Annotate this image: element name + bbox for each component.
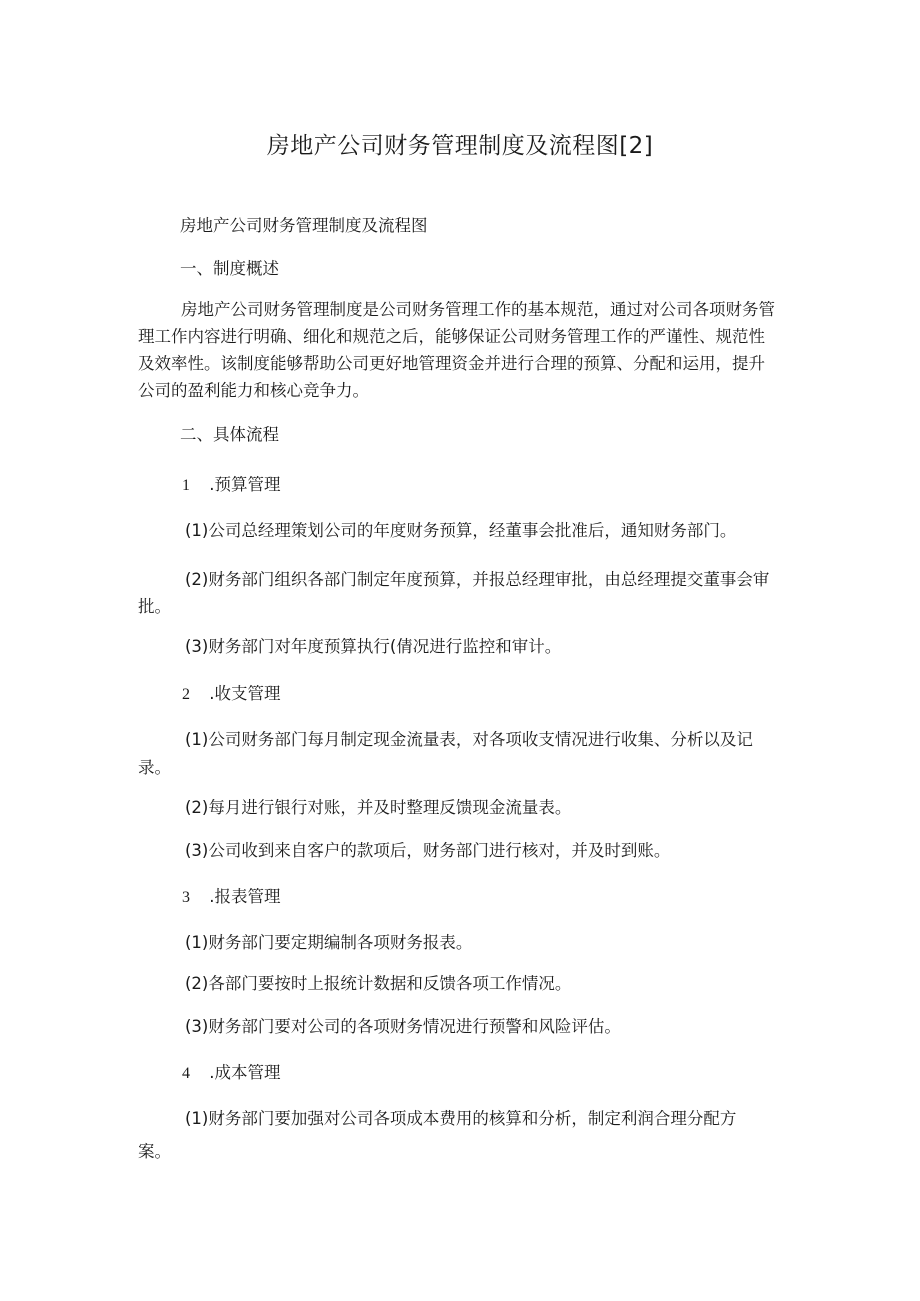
overview-heading: 一、制度概述 bbox=[180, 259, 279, 278]
document-subtitle: 房地产公司财务管理制度及流程图 bbox=[180, 216, 428, 235]
costs-title: .成本管理 bbox=[209, 1063, 281, 1082]
overview-line: 及效率性。该制度能够帮助公司更好地管理资金并进行合理的预算、分配和运用，提升 bbox=[138, 354, 765, 373]
payments-item-1-cont: 录。 bbox=[138, 758, 171, 777]
payments-title: .收支管理 bbox=[209, 684, 281, 703]
budget-number: 1 bbox=[182, 477, 190, 494]
budget-heading bbox=[182, 471, 281, 499]
budget-item-1: (1)公司总经理策划公司的年度财务预算，经董事会批准后，通知财务部门。 bbox=[185, 521, 737, 540]
process-heading: 二、具体流程 bbox=[180, 425, 279, 444]
reports-number: 3 bbox=[182, 889, 190, 906]
budget-title: .预算管理 bbox=[209, 475, 281, 494]
costs-number: 4 bbox=[182, 1065, 190, 1082]
budget-item-3: (3)财务部门对年度预算执行(倩况进行监控和审计。 bbox=[185, 637, 562, 656]
overview-line: 公司的盈利能力和核心竞争力。 bbox=[138, 381, 369, 400]
costs-item-1-cont: 案。 bbox=[138, 1142, 171, 1161]
payments-number: 2 bbox=[182, 686, 190, 703]
reports-item-1: (1)财务部门要定期编制各项财务报表。 bbox=[185, 933, 473, 952]
costs-item-1: (1)财务部门要加强对公司各项成本费用的核算和分析，制定利润合理分配方 bbox=[185, 1109, 737, 1128]
reports-title: .报表管理 bbox=[209, 887, 281, 906]
reports-item-3: (3)财务部门要对公司的各项财务情况进行预警和风险评估。 bbox=[185, 1017, 621, 1036]
costs-heading bbox=[182, 1059, 281, 1087]
payments-item-1: (1)公司财务部门每月制定现金流量表，对各项收支情况进行收集、分析以及记 bbox=[185, 730, 753, 749]
overview-line: 房地产公司财务管理制度是公司财务管理工作的基本规范，通过对公司各项财务管 bbox=[181, 300, 775, 319]
payments-item-3: (3)公司收到来自客户的款项后，财务部门进行核对，并及时到账。 bbox=[185, 841, 671, 860]
budget-item-2: (2)财务部门组织各部门制定年度预算，并报总经理审批，由总经理提交董事会审 bbox=[185, 570, 770, 589]
payments-heading bbox=[182, 680, 281, 708]
overview-paragraph bbox=[138, 296, 775, 404]
payments-item-2: (2)每月进行银行对账，并及时整理反馈现金流量表。 bbox=[185, 798, 572, 817]
reports-item-2: (2)各部门要按时上报统计数据和反馈各项工作情况。 bbox=[185, 974, 572, 993]
budget-item-2-cont: 批。 bbox=[138, 597, 171, 616]
document-title: 房地产公司财务管理制度及流程图[2] bbox=[266, 133, 654, 159]
reports-heading bbox=[182, 883, 281, 911]
overview-line: 理工作内容进行明确、细化和规范之后，能够保证公司财务管理工作的严谨性、规范性 bbox=[138, 327, 765, 346]
